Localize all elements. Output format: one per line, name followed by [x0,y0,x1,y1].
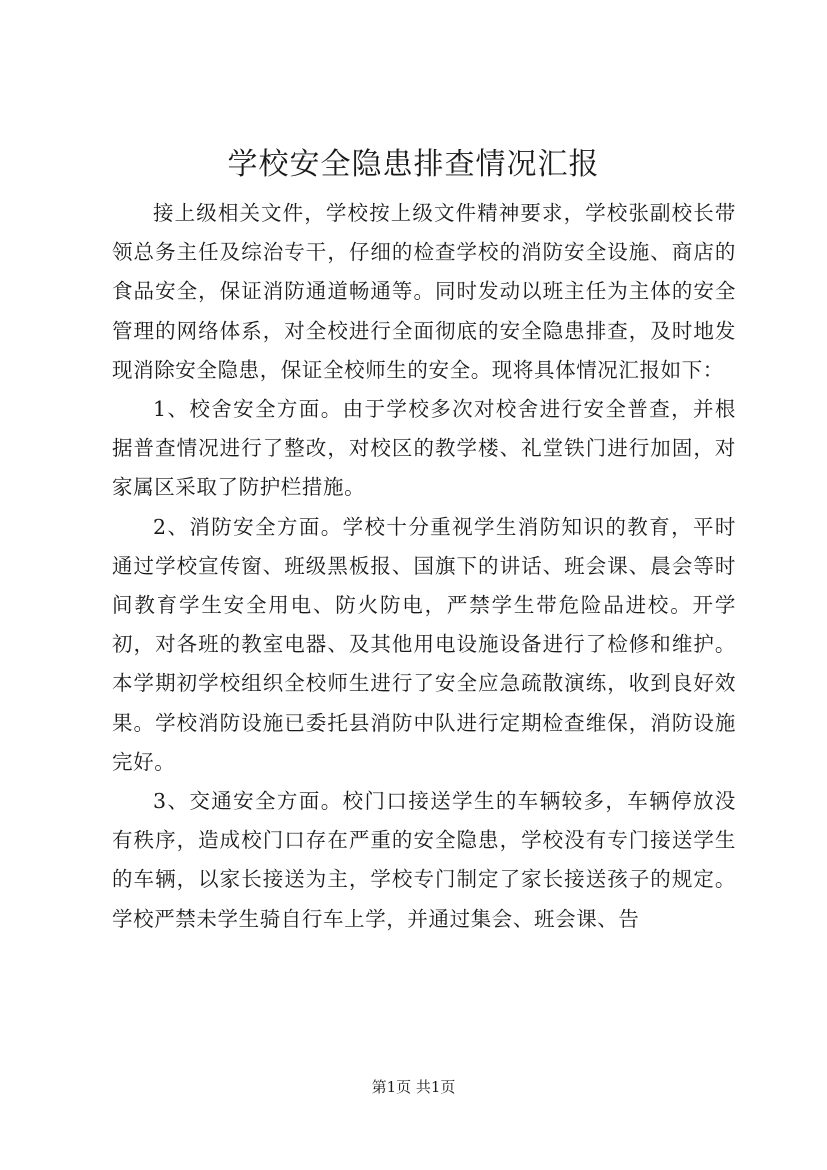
document-body [112,194,736,939]
page-number-footer: 第1页 共1页 [371,1078,456,1096]
fire-safety-paragraph: 2、消防安全方面。学校十分重视学生消防知识的教育，平时通过学校宣传窗、班级黑板报、国旗下的讲话、班会课、晨会等时间教育学生安全用电、防火防电，严禁学生带危险品进校。开学初，对各班的教室电器、及其他用电设施设备进行了检修和维护。本学期初学校组织全校师生进行了安全应急疏散演练，收到良好效果。学校消防设施已委托县消防中队进行定期检查维保，消防设施完好。 [112,514,736,774]
document-title: 学校安全隐患排查情况汇报 [227,147,600,182]
traffic-safety-paragraph: 3、交通安全方面。校门口接送学生的车辆较多，车辆停放没有秩序，造成校门口存在严重的安全隐患，学校没有专门接送学生的车辆，以家长接送为主，学校专门制定了家长接送孩子的规定。学校严禁未学生骑自行车上学，并通过集会、班会课、告 [112,789,736,931]
school-building-safety-paragraph: 1、校舍安全方面。由于学校多次对校舍进行安全普查，并根据普查情况进行了整改，对校区的教学楼、礼堂铁门进行加固，对家属区采取了防护栏措施。 [112,397,736,500]
intro-paragraph: 接上级相关文件，学校按上级文件精神要求，学校张副校长带领总务主任及综治专干，仔细的检查学校的消防安全设施、商店的食品安全，保证消防通道畅通等。同时发动以班主任为主体的安全管理的网络体系，对全校进行全面彻底的安全隐患排查，及时地发现消除安全隐患，保证全校师生的安全。现将具体情况汇报如下： [112,201,736,382]
